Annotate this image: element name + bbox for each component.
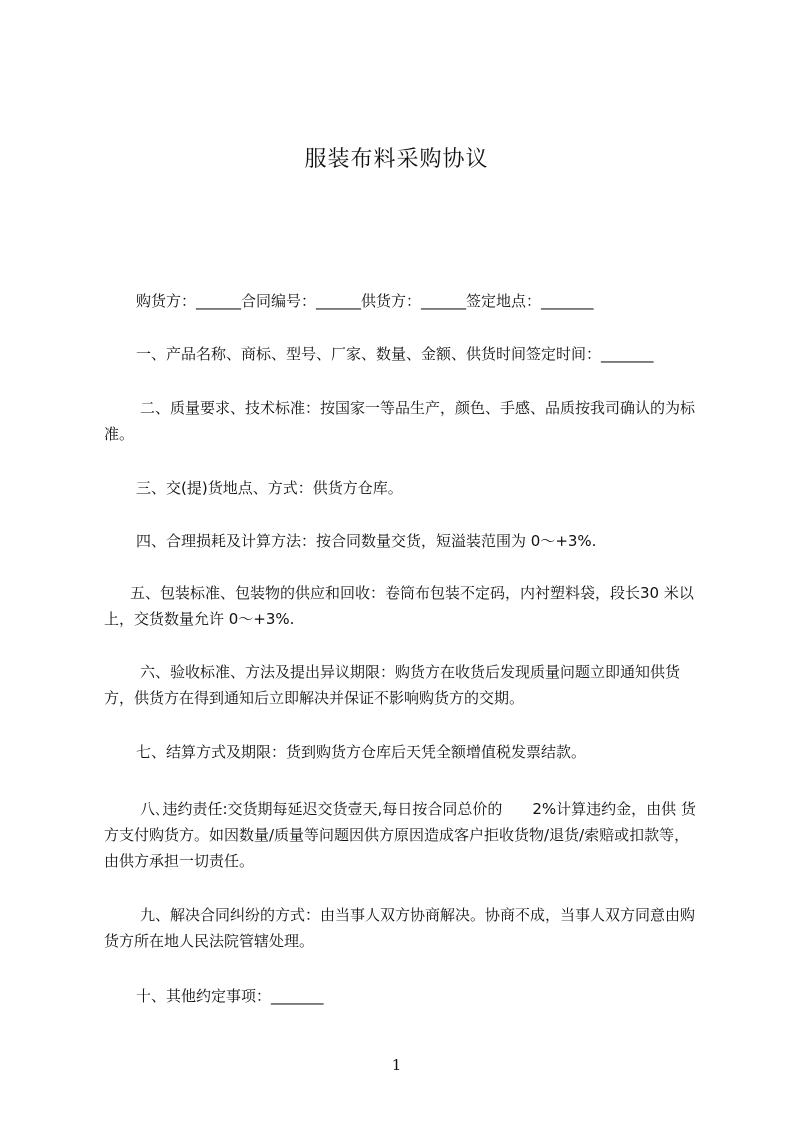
clause-8: 八､违约责任:交货期每延迟交货壹天,每日按合同总价的 2%计算违约金，由供 货方支付购货方。如因数量/质量等问题因供方原因造成客户拒收货物/退货/索赔或扣款等，由供方承担一切责任。 (104, 800, 696, 870)
clause-10: 十、其他约定事项：_______ (136, 987, 324, 1005)
page-title: 服装布料采购协议 (304, 147, 489, 172)
clause-3: 三、交(提)货地点、方式：供货方仓库。 (136, 479, 403, 497)
clause-5: 五、包装标准、包装物的供应和回收：卷筒布包装不定码，内衬塑料袋，段长30 米以上，交货数量允许 0～+3%. (104, 584, 694, 628)
party-header-line: 购货方：______合同编号：______供货方：______签定地点：_______ (136, 292, 594, 310)
clause-7: 七、结算方式及期限：货到购货方仓库后天凭全额增值税发票结款。 (136, 743, 587, 761)
clause-1: 一、产品名称、商标、型号、厂家、数量、金额、供货时间签定时间：_______ (136, 345, 654, 363)
page-number: 1 (391, 1056, 402, 1074)
clause-2: 二、质量要求、技术标准：按国家一等品生产，颜色、手感、品质按我司确认的为标准。 (104, 399, 696, 443)
clause-4: 四、合理损耗及计算方法：按合同数量交货，短溢装范围为 0～+3%. (136, 532, 597, 550)
clause-9: 九、解决合同纠纷的方式：由当事人双方协商解决。协商不成，当事人双方同意由购货方所在地人民法院管辖处理。 (104, 906, 696, 950)
clause-6: 六、验收标准、方法及提出异议期限：购货方在收货后发现质量问题立即通知供货方，供货方在得到通知后立即解决并保证不影响购货方的交期。 (104, 663, 681, 707)
